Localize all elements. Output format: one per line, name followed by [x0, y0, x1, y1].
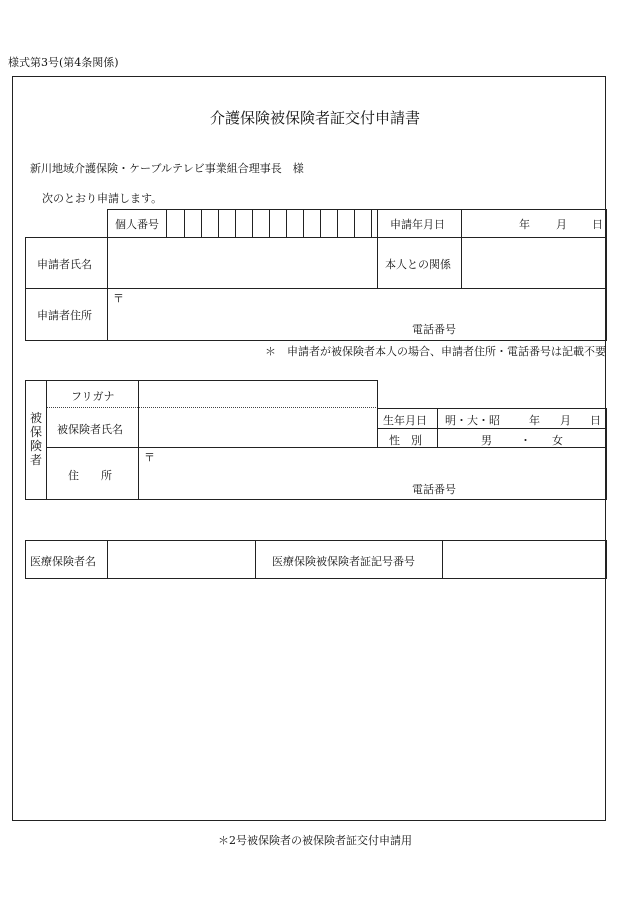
insured-name-label: 被保険者氏名 — [57, 423, 123, 436]
individual-number-label: 個人番号 — [115, 218, 159, 231]
addressee: 新川地域介護保険・ケーブルテレビ事業組合理事長 様 — [30, 162, 304, 175]
applicant-phone-label: 電話番号 — [412, 323, 456, 336]
insured-address-label: 住 所 — [68, 469, 112, 482]
form-frame — [12, 76, 606, 821]
card-number-label: 医療保険被保険者証記号番号 — [272, 555, 415, 568]
page-title: 介護保険被保険者証交付申請書 — [209, 109, 420, 127]
applicant-name-label: 申請者氏名 — [37, 258, 92, 271]
relationship-label: 本人との関係 — [385, 258, 451, 271]
intro-text: 次のとおり申請します。 — [42, 192, 163, 205]
insured-postal-mark: 〒 — [144, 451, 155, 464]
gender-male: 男 — [481, 434, 492, 447]
insured-phone-label: 電話番号 — [412, 483, 456, 496]
application-date-label: 申請年月日 — [390, 218, 445, 231]
applicant-postal-mark: 〒 — [113, 292, 124, 305]
gender-separator: ・ — [520, 434, 531, 447]
gender-label: 性 別 — [389, 434, 422, 447]
insured-section-label: 被保険者 — [29, 411, 42, 467]
insurer-name-label: 医療保険者名 — [30, 555, 96, 568]
furigana-label: フリガナ — [71, 390, 115, 403]
application-date-month: 月 — [556, 218, 567, 231]
application-date-year: 年 — [519, 218, 530, 231]
applicant-note: ＊ 申請者が被保険者本人の場合、申請者住所・電話番号は記載不要 — [265, 345, 606, 358]
footer-note: ＊2号被保険者の被保険者証交付申請用 — [218, 834, 412, 847]
birthdate-month: 月 — [560, 414, 571, 427]
birthdate-day: 日 — [590, 414, 601, 427]
birthdate-year: 年 — [529, 414, 540, 427]
applicant-address-label: 申請者住所 — [37, 309, 92, 322]
gender-female: 女 — [552, 434, 563, 447]
application-date-day: 日 — [592, 218, 603, 231]
birthdate-era: 明・大・昭 — [445, 414, 500, 427]
form-number: 様式第3号(第4条関係) — [8, 56, 119, 69]
birthdate-label: 生年月日 — [383, 414, 427, 427]
